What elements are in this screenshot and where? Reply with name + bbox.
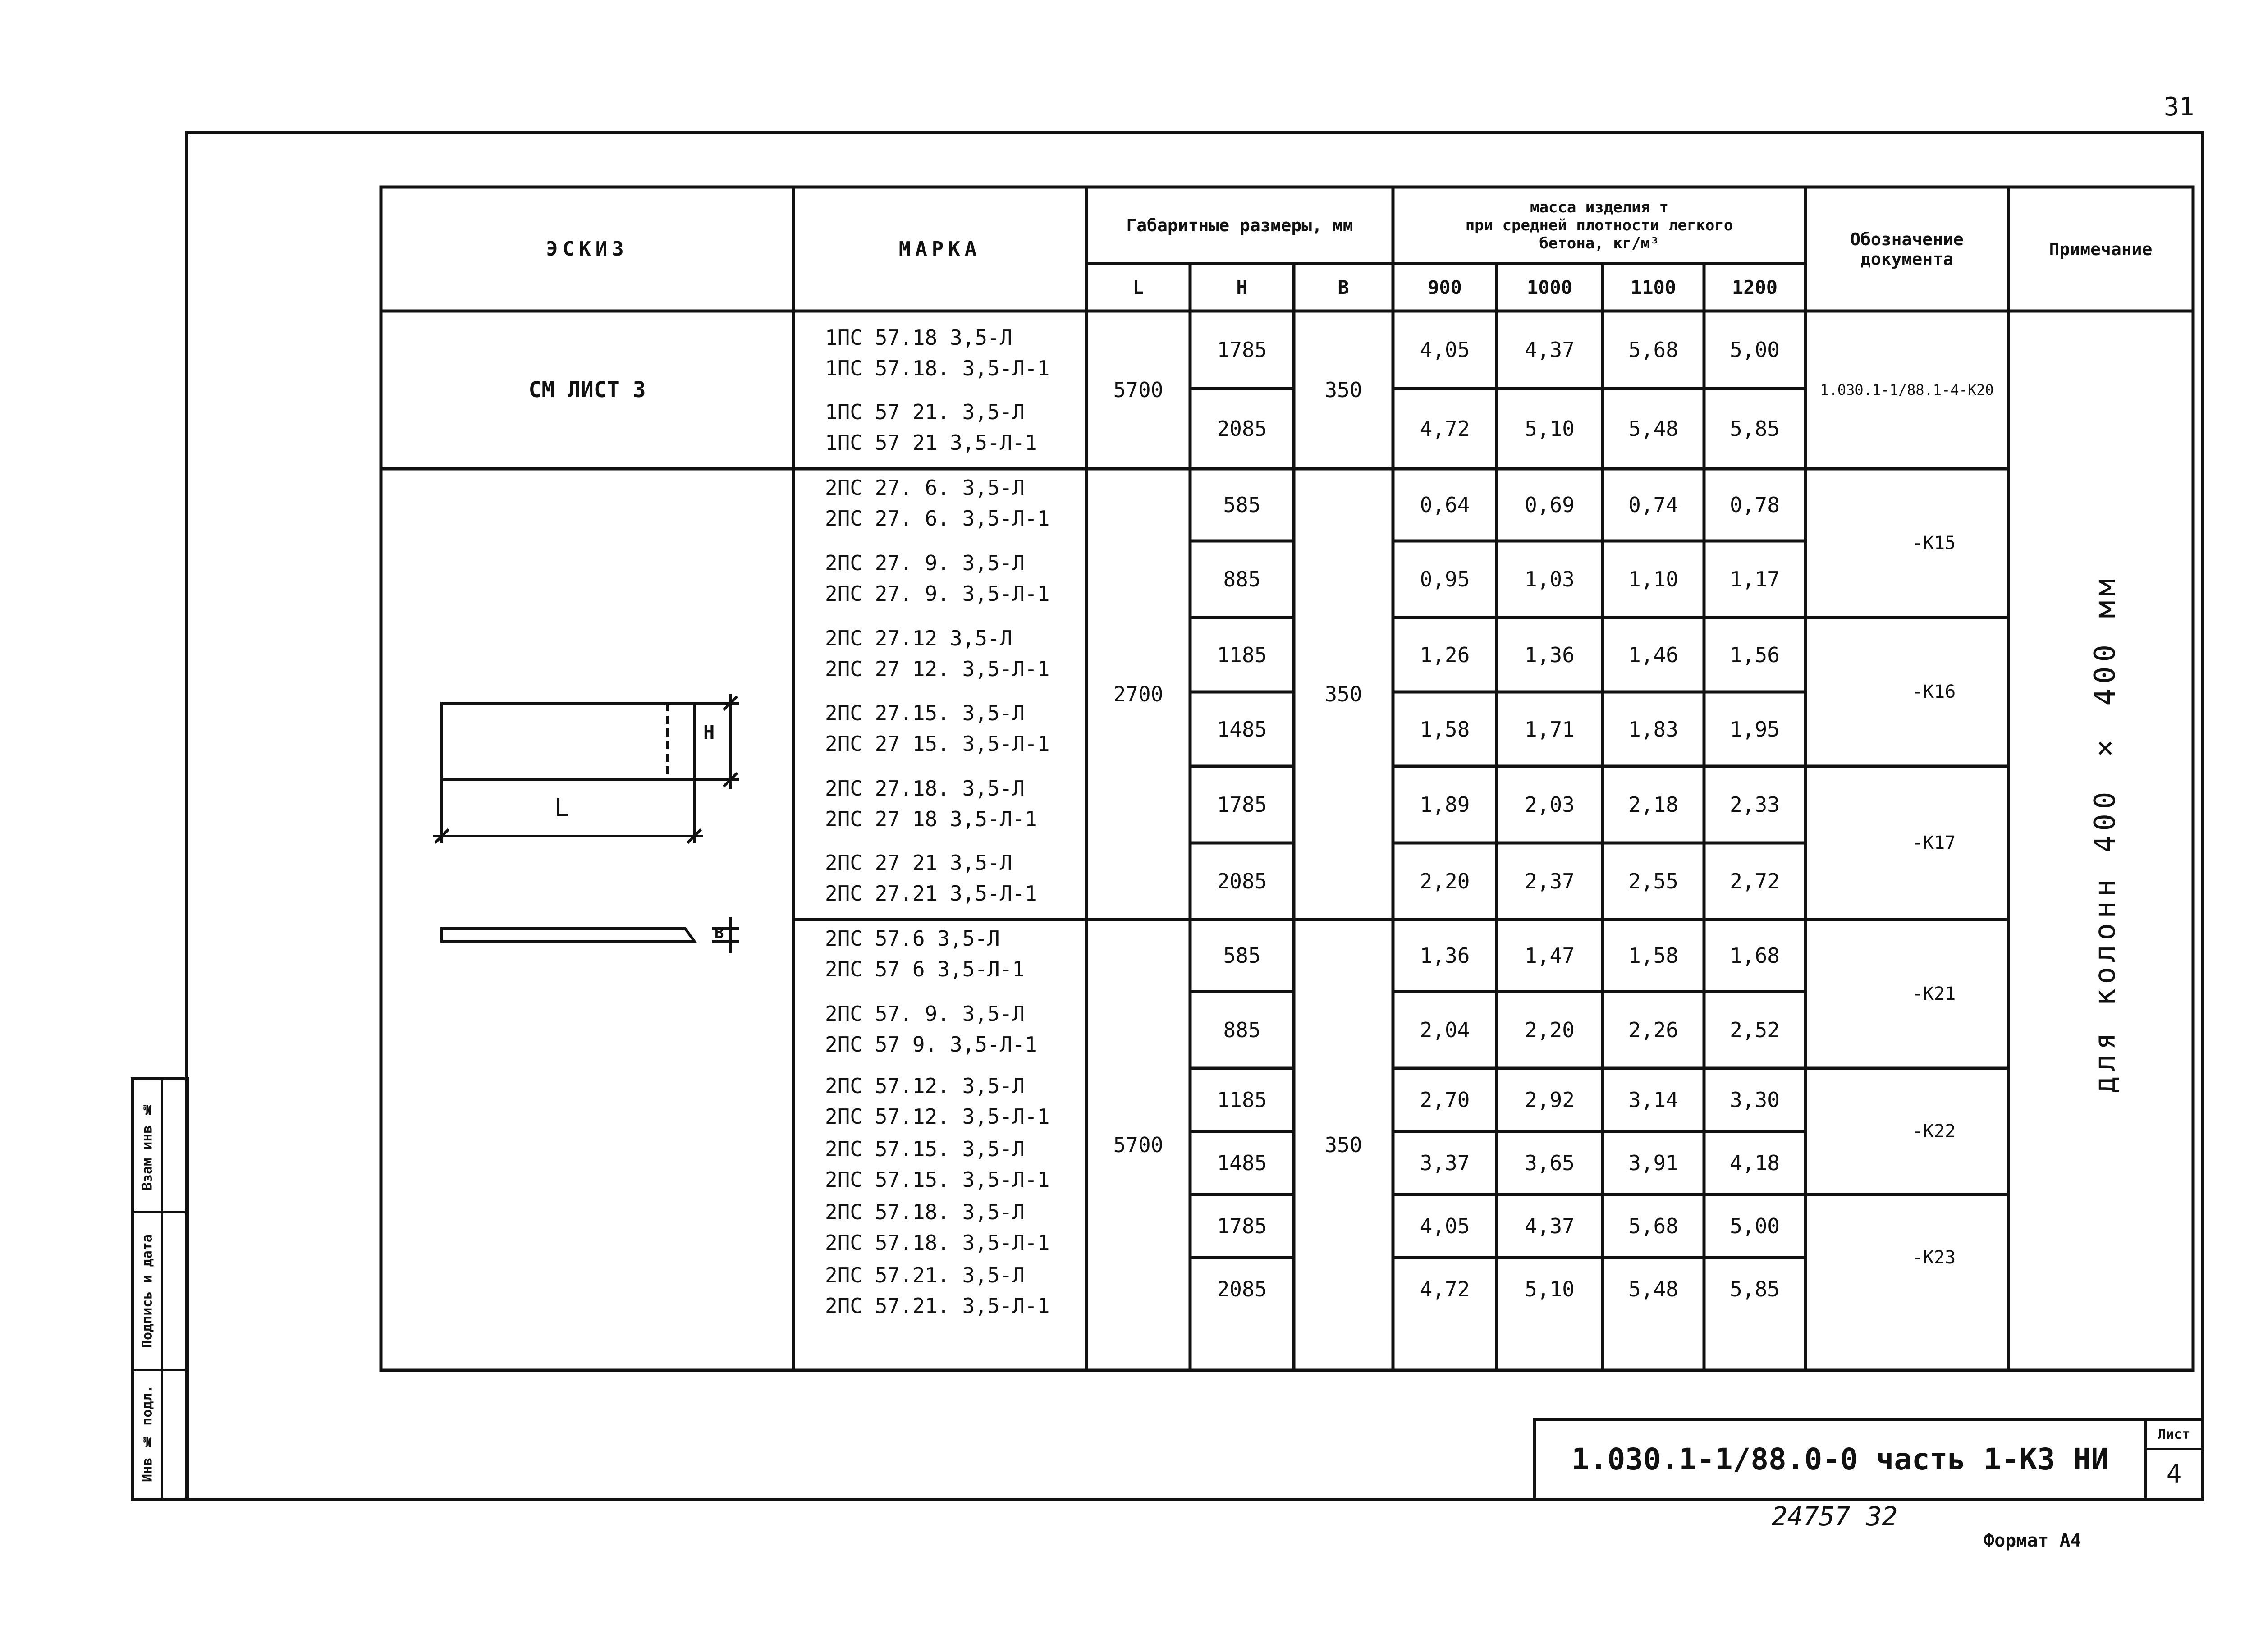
title-block	[1533, 1418, 2204, 1501]
mass-cell: 1,95	[1730, 717, 1780, 741]
mass-cell: 1,10	[1628, 567, 1678, 591]
group2-H: 2085	[1217, 869, 1267, 893]
inventory-number: 24757 32	[1772, 1501, 1898, 1532]
table-row	[1393, 1068, 1805, 1131]
mark-label: 2ПС 57.18. 3,5-Л-1	[825, 1231, 1050, 1255]
mark-label: 2ПС 27. 9. 3,5-Л-1	[825, 581, 1050, 606]
group3-H: 1485	[1217, 1151, 1267, 1175]
mass-cell: 3,65	[1525, 1151, 1575, 1175]
mass-cell: 2,92	[1525, 1088, 1575, 1112]
mark-label: 2ПС 57.12. 3,5-Л	[825, 1074, 1025, 1098]
mass-cell: 0,78	[1730, 493, 1780, 517]
slab-front-view	[442, 703, 694, 780]
mass-cell: 5,68	[1628, 338, 1678, 362]
mark-label: 2ПС 57.21. 3,5-Л-1	[825, 1294, 1050, 1318]
mass-cell: 5,48	[1628, 1277, 1678, 1301]
group2-H: 1785	[1217, 792, 1267, 817]
mass-cell: 1,89	[1420, 792, 1470, 817]
header-sketch: ЭСКИЗ	[546, 238, 628, 261]
header-document: Обозначение документа	[1850, 229, 1964, 269]
slab-top-view	[442, 929, 694, 941]
list-item	[825, 397, 1037, 458]
mass-cell: 2,18	[1628, 792, 1678, 817]
list-item	[825, 998, 1037, 1060]
mass-cell: 5,00	[1730, 338, 1780, 362]
header-dim-H: Н	[1236, 276, 1248, 298]
mass-cell: 2,20	[1420, 869, 1470, 893]
mass-cell: 2,72	[1730, 869, 1780, 893]
mass-cell: 4,72	[1420, 1277, 1470, 1301]
group3-H: 2085	[1217, 1277, 1267, 1301]
list-item	[825, 923, 1025, 984]
mass-cell: 4,05	[1420, 1214, 1470, 1238]
header-note: Примечание	[2049, 239, 2153, 259]
mark-label: 2ПС 27.12 3,5-Л	[825, 626, 1012, 650]
mark-label: 1ПС 57 21 3,5-Л-1	[825, 430, 1037, 455]
group3-B: 350	[1324, 1133, 1362, 1157]
group2-H: 1185	[1217, 642, 1267, 667]
list-item	[825, 773, 1037, 834]
mass-cell: 2,37	[1525, 869, 1575, 893]
mass-cell: 2,55	[1628, 869, 1678, 893]
mark-label: 2ПС 27 18 3,5-Л-1	[825, 807, 1037, 831]
mark-label: 2ПС 57. 9. 3,5-Л	[825, 1002, 1025, 1026]
table-row	[1393, 1131, 1805, 1194]
sketch-label-L: L	[554, 793, 569, 822]
mass-cell: 1,46	[1628, 642, 1678, 667]
mass-cell: 5,00	[1730, 1214, 1780, 1238]
mass-cell: 2,04	[1420, 1018, 1470, 1042]
group3-doc-1: -К22	[1912, 1121, 1956, 1142]
mark-label: 2ПС 57.21. 3,5-Л	[825, 1263, 1025, 1287]
list-item	[825, 1134, 1050, 1195]
mark-label: 2ПС 57.12. 3,5-Л-1	[825, 1104, 1050, 1129]
mark-label: 2ПС 27 15. 3,5-Л-1	[825, 732, 1050, 756]
group2-H: 885	[1223, 567, 1261, 591]
mass-cell: 0,95	[1420, 567, 1470, 591]
sketch-label-B: В	[715, 924, 724, 942]
group3-H: 1185	[1217, 1088, 1267, 1112]
mass-cell: 0,69	[1525, 493, 1575, 517]
mass-cell: 1,36	[1525, 642, 1575, 667]
group2-doc-1: -К16	[1912, 682, 1956, 702]
list-item	[825, 698, 1050, 759]
group2-doc-0: -К15	[1912, 533, 1956, 554]
mass-cell: 5,10	[1525, 416, 1575, 441]
group3-L: 5700	[1113, 1133, 1164, 1157]
mark-label: 1ПС 57.18 3,5-Л	[825, 325, 1012, 350]
list-item	[825, 322, 1050, 384]
table-row	[1393, 692, 1805, 766]
list-item	[825, 1260, 1050, 1321]
mass-cell: 4,72	[1420, 416, 1470, 441]
group2-H: 1485	[1217, 717, 1267, 741]
mark-label: 2ПС 27. 9. 3,5-Л	[825, 551, 1025, 575]
list-item	[825, 1197, 1050, 1258]
header-density-1000: 1000	[1526, 276, 1573, 298]
list-item	[825, 623, 1050, 684]
mass-cell: 0,64	[1420, 493, 1470, 517]
header-density-900: 900	[1428, 276, 1462, 298]
stamp-replace-label: Взам инв №	[139, 1101, 156, 1190]
group1-document: 1.030.1-1/88.1-4-К20	[1820, 381, 1994, 398]
mark-label: 2ПС 57.15. 3,5-Л	[825, 1137, 1025, 1161]
group2-doc-2: -К17	[1912, 833, 1956, 853]
group2-L: 2700	[1113, 682, 1164, 706]
table-row	[1393, 843, 1805, 920]
mass-cell: 4,05	[1420, 338, 1470, 362]
sketch-label-H: Н	[703, 721, 715, 743]
group1-H-1: 2085	[1217, 416, 1267, 441]
mass-cell: 5,48	[1628, 416, 1678, 441]
mass-cell: 3,30	[1730, 1088, 1780, 1112]
title-code: 1.030.1-1/88.0-0 часть 1-КЗ НИ	[1571, 1442, 2109, 1477]
mark-label: 2ПС 27. 6. 3,5-Л-1	[825, 506, 1050, 531]
group1-B: 350	[1324, 378, 1362, 402]
mass-cell: 1,56	[1730, 642, 1780, 667]
table-row	[1393, 992, 1805, 1068]
mark-label: 2ПС 57 6 3,5-Л-1	[825, 957, 1025, 981]
mark-label: 2ПС 57 9. 3,5-Л-1	[825, 1032, 1037, 1057]
mark-label: 2ПС 27 12. 3,5-Л-1	[825, 657, 1050, 681]
stamp-inv-label: Инв № подл.	[139, 1385, 156, 1482]
list-item	[825, 847, 1037, 909]
table-row	[1393, 1258, 1805, 1321]
header-mark: МАРКА	[898, 238, 981, 261]
mark-label: 2ПС 27.15. 3,5-Л	[825, 701, 1025, 725]
group2-H: 585	[1223, 493, 1261, 517]
mass-cell: 2,20	[1525, 1018, 1575, 1042]
group3-H: 885	[1223, 1018, 1261, 1042]
mass-cell: 0,74	[1628, 493, 1678, 517]
header-mass-line3: бетона, кг/м³	[1539, 234, 1659, 252]
note-text: для колонн 400 × 400 мм	[2089, 574, 2122, 1094]
mass-cell: 2,03	[1525, 792, 1575, 817]
header-dimensions: Габаритные размеры, мм	[1126, 215, 1353, 235]
mass-cell: 1,83	[1628, 717, 1678, 741]
mark-label: 1ПС 57.18. 3,5-Л-1	[825, 356, 1050, 380]
header-dim-B: В	[1338, 276, 1349, 298]
sheet-number: 31	[2164, 92, 2194, 122]
mass-cell: 5,10	[1525, 1277, 1575, 1301]
mass-cell: 2,26	[1628, 1018, 1678, 1042]
list-item	[825, 548, 1050, 609]
mass-cell: 1,26	[1420, 642, 1470, 667]
mark-label: 2ПС 27 21 3,5-Л	[825, 851, 1012, 875]
sheet-value: 4	[2166, 1459, 2182, 1489]
group3-H: 585	[1223, 943, 1261, 968]
mass-cell: 1,68	[1730, 943, 1780, 968]
mass-cell: 1,58	[1420, 717, 1470, 741]
mass-cell: 1,36	[1420, 943, 1470, 968]
mark-label: 2ПС 27.21 3,5-Л-1	[825, 881, 1037, 906]
group3-H: 1785	[1217, 1214, 1267, 1238]
header-density-1100: 1100	[1630, 276, 1677, 298]
mark-label: 2ПС 27. 6. 3,5-Л	[825, 476, 1025, 500]
mass-cell: 1,58	[1628, 943, 1678, 968]
mark-label: 2ПС 57.15. 3,5-Л-1	[825, 1167, 1050, 1192]
mass-cell: 5,85	[1730, 1277, 1780, 1301]
mass-cell: 5,68	[1628, 1214, 1678, 1238]
group3-doc-2: -К23	[1912, 1247, 1956, 1268]
table-row	[1393, 618, 1805, 692]
mass-cell: 4,18	[1730, 1151, 1780, 1175]
mass-cell: 3,91	[1628, 1151, 1678, 1175]
header-mass-line1: масса изделия т	[1530, 198, 1669, 216]
group1-H-0: 1785	[1217, 338, 1267, 362]
group3-doc-0: -К21	[1912, 984, 1956, 1004]
mass-cell: 2,33	[1730, 792, 1780, 817]
header-mass-line2: при средней плотности легкого	[1465, 216, 1733, 234]
mark-label: 2ПС 57.6 3,5-Л	[825, 926, 1000, 951]
list-item	[825, 1071, 1050, 1132]
mark-label: 2ПС 27.18. 3,5-Л	[825, 776, 1025, 801]
mass-cell: 2,70	[1420, 1088, 1470, 1112]
mark-label: 2ПС 57.18. 3,5-Л	[825, 1200, 1025, 1224]
mass-cell: 1,71	[1525, 717, 1575, 741]
table-row	[1393, 920, 1805, 992]
group1-sketch-ref: СМ ЛИСТ 3	[528, 377, 646, 403]
mass-cell: 4,37	[1525, 338, 1575, 362]
mass-cell: 3,14	[1628, 1088, 1678, 1112]
list-item	[825, 472, 1050, 534]
table-row	[1393, 469, 1805, 541]
group1-L: 5700	[1113, 378, 1164, 402]
mass-cell: 5,85	[1730, 416, 1780, 441]
stamp-signature-label: Подпись и дата	[139, 1234, 156, 1348]
table-row	[1393, 766, 1805, 843]
header-density-1200: 1200	[1732, 276, 1778, 298]
mass-cell: 3,37	[1420, 1151, 1470, 1175]
mass-cell: 2,52	[1730, 1018, 1780, 1042]
mass-cell: 1,03	[1525, 567, 1575, 591]
sheet-label: Лист	[2158, 1426, 2190, 1442]
header-dim-L: L	[1132, 276, 1144, 298]
header-mass	[1393, 187, 1805, 264]
mark-label: 1ПС 57 21. 3,5-Л	[825, 400, 1025, 424]
mass-cell: 1,47	[1525, 943, 1575, 968]
group2-B: 350	[1324, 682, 1362, 706]
table-row	[1393, 1194, 1805, 1258]
format-label: Формат А4	[1984, 1530, 2081, 1551]
mass-cell: 4,37	[1525, 1214, 1575, 1238]
mass-cell: 1,17	[1730, 567, 1780, 591]
table-row	[1393, 541, 1805, 618]
